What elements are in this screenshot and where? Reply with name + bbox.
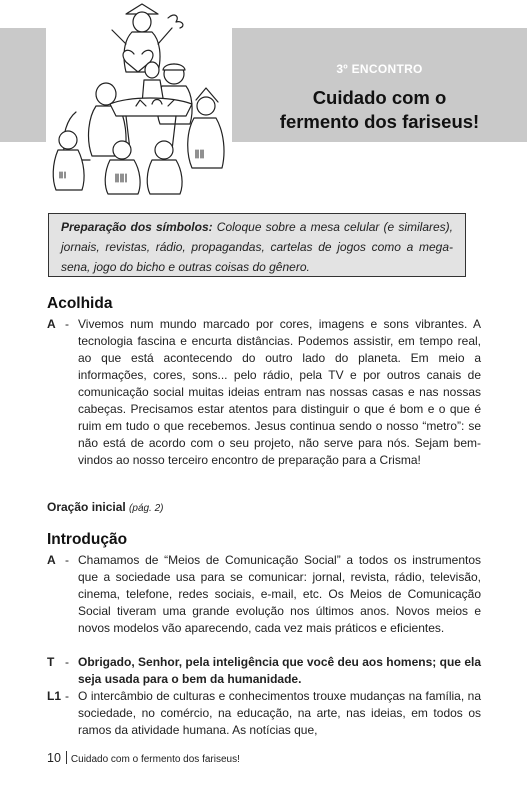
speaker-label: L1 <box>47 689 62 703</box>
group-illustration <box>46 0 232 198</box>
intro-paragraph-l1 <box>47 688 481 739</box>
symbols-label: Preparação dos símbolos: <box>61 220 213 234</box>
paragraph-text: O intercâmbio de culturas e conhecimentos trouxe mudanças na família, na sociedade, no comércio, na educação, na arte, nas ideias, em todos os ramos da atividade humana. As notícias que, <box>78 689 481 737</box>
page-title-line1: Cuidado com o <box>312 87 447 108</box>
page-title-line2: fermento dos fariseus! <box>279 111 480 132</box>
speaker-label: T <box>47 655 55 669</box>
paragraph-text: Chamamos de “Meios de Comunicação Social” a todos os instrumentos que a sociedade usa para se comunicar: jornal, revista, rádio, televisão, cinema, telefone, redes sociais, e-mail, etc. Os Meios de Comunicação Social tiveram uma grande evolução nos últimos anos. Novos meios e novos modelos vão aparecendo, cada vez mais práticos e eficientes. <box>78 553 481 635</box>
symbols-text: Coloque sobre a mesa celular (e similares), jornais, revistas, rádio, propagandas, cartelas de jogos como a mega-sena, jogo do bicho e outras coisas do gênero. <box>61 220 454 274</box>
speaker-dash: - <box>65 317 69 331</box>
footer-divider <box>66 751 67 764</box>
speaker-dash: - <box>65 689 69 703</box>
speaker-label: A <box>47 553 56 567</box>
prayer-page-ref: (pág. 2) <box>129 503 164 514</box>
page-number: 10 <box>47 751 61 765</box>
page-footer <box>47 751 240 765</box>
header-band-left <box>0 28 46 142</box>
section-title-introducao: Introdução <box>47 531 128 548</box>
page-title <box>232 86 527 134</box>
acolhida-paragraph <box>47 316 481 469</box>
running-title: Cuidado com o fermento dos fariseus! <box>70 754 240 765</box>
opening-prayer-line <box>47 500 164 514</box>
intro-paragraph-a <box>47 552 481 637</box>
section-title-acolhida: Acolhida <box>47 295 113 312</box>
speaker-dash: - <box>65 553 69 567</box>
paragraph-text: Vivemos num mundo marcado por cores, imagens e sons vibrantes. A tecnologia fascina e encurta distâncias. Podemos assistir, em tempo real, ao que está acontecendo do outro lado do planeta. Em meio a informações, cores, sons... pelo rádio, pela TV e por outros canais de comunicação social muitas ideias entram nas nossas casas e nas nossas cabeças. Precisamos estar atentos para distinguir o que é bom e o que é ruim em tudo o que recebemos. Jesus continua sendo o nosso “metro”: se não está de acordo com o seu projeto, não serve para nós. Sejam bem-vindos ao nosso terceiro encontro de preparação para a Crisma! <box>78 317 481 467</box>
intro-paragraph-t <box>47 654 481 688</box>
symbols-preparation-box <box>48 213 466 277</box>
prayer-label: Oração inicial <box>47 500 126 514</box>
encounter-label: 3º ENCONTRO <box>336 62 423 76</box>
paragraph-text: Obrigado, Senhor, pela inteligência que você deu aos homens; que ela seja usada para o bem da humanidade. <box>78 655 481 686</box>
speaker-label: A <box>47 317 56 331</box>
speaker-dash: - <box>65 655 69 669</box>
